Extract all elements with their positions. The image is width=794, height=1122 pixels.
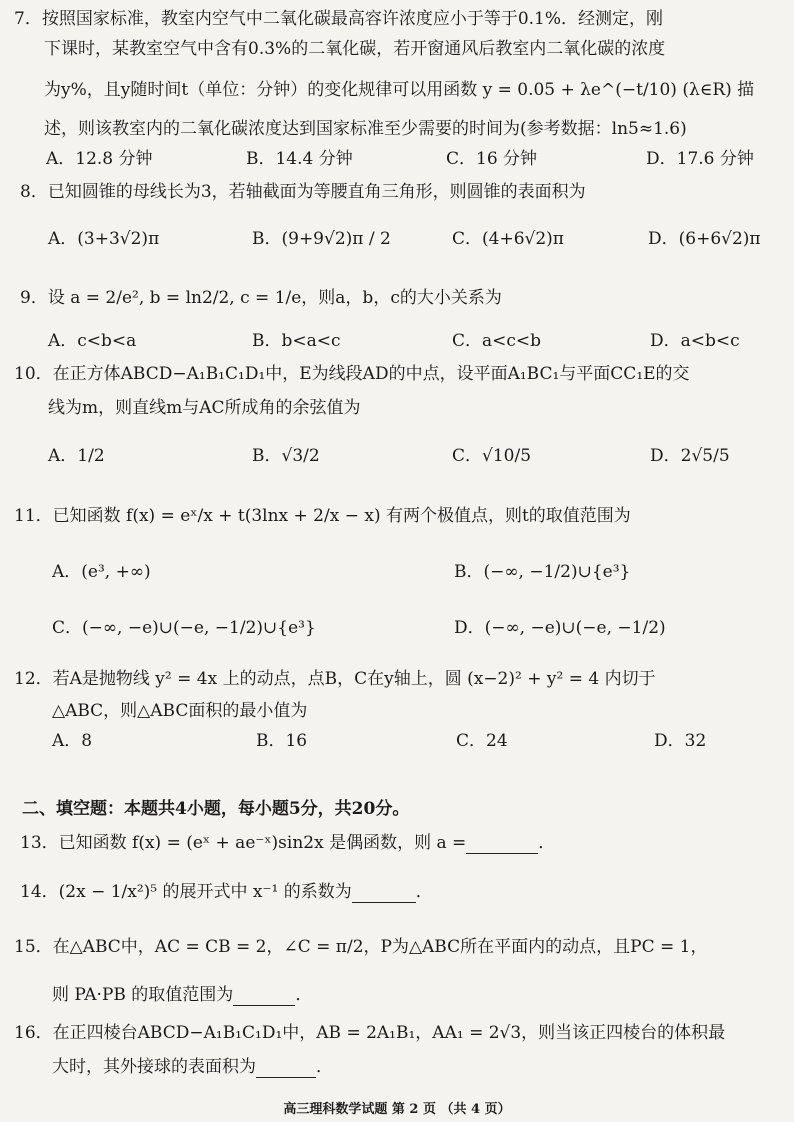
q15-line2 bbox=[52, 984, 312, 1006]
q11-option-a: A．(e³, +∞) bbox=[52, 562, 151, 582]
q8-option-b: B．(9+9√2)π / 2 bbox=[252, 229, 391, 249]
q10-line2: 线为m，则直线m与AC所成角的余弦值为 bbox=[48, 398, 361, 418]
q11-option-b: B．(−∞, −1/2)∪{e³} bbox=[454, 562, 631, 582]
q16-line1: 16．在正四棱台ABCD−A₁B₁C₁D₁中，AB = 2A₁B₁，AA₁ = 2√3，则当该正四棱台的体积最 bbox=[14, 1023, 726, 1043]
q12-option-a: A．8 bbox=[52, 731, 93, 751]
q15-line1: 15．在△ABC中，AC = CB = 2，∠C = π/2，P为△ABC所在平面内的动点，且PC = 1， bbox=[14, 937, 708, 957]
q8-option-a: A．(3+3√2)π bbox=[48, 229, 160, 249]
q13-text: 13．已知函数 f(x) = (eˣ + ae⁻ˣ)sin2x 是偶函数，则 a = bbox=[20, 833, 467, 853]
q8-option-c: C．(4+6√2)π bbox=[452, 229, 564, 249]
q10-option-d: D．2√5/5 bbox=[650, 446, 730, 466]
q10-option-b: B．√3/2 bbox=[252, 446, 320, 466]
q9-option-a: A．c<b<a bbox=[48, 331, 137, 351]
q15-period: ． bbox=[295, 985, 313, 1005]
q7-line3: 为y%，且y随时间t（单位：分钟）的变化规律可以用函数 y = 0.05 + λe^(−t/10) (λ∈R) 描 bbox=[44, 80, 755, 100]
q9-line1: 9．设 a = 2/e², b = ln2/2, c = 1/e，则a，b，c的大小关系为 bbox=[20, 288, 502, 308]
q11-line1: 11．已知函数 f(x) = eˣ/x + t(3lnx + 2/x − x) 有两个极值点，则t的取值范围为 bbox=[14, 506, 631, 526]
q8-line1: 8．已知圆锥的母线长为3，若轴截面为等腰直角三角形，则圆锥的表面积为 bbox=[20, 182, 586, 202]
q12-option-b: B．16 bbox=[256, 731, 308, 751]
q15-answer-blank[interactable] bbox=[233, 989, 295, 1006]
q9-option-b: B．b<a<c bbox=[252, 331, 341, 351]
q13-period: ． bbox=[538, 833, 556, 853]
q10-option-c: C．√10/5 bbox=[452, 446, 532, 466]
q10-option-a: A．1/2 bbox=[48, 446, 105, 466]
q7-option-d: D．17.6 分钟 bbox=[646, 149, 754, 169]
q13-answer-blank[interactable] bbox=[466, 837, 538, 854]
q12-option-d: D．32 bbox=[654, 731, 707, 751]
q9-option-c: C．a<c<b bbox=[452, 331, 542, 351]
q9-option-d: D．a<b<c bbox=[650, 331, 740, 351]
q16-period: ． bbox=[316, 1057, 333, 1077]
q7-option-c: C．16 分钟 bbox=[446, 149, 538, 169]
q14-answer-blank[interactable] bbox=[352, 886, 416, 903]
q12-option-c: C．24 bbox=[456, 731, 508, 751]
q15-text: 则 PA·PB 的取值范围为 bbox=[52, 985, 234, 1005]
q8-option-d: D．(6+6√2)π bbox=[648, 229, 761, 249]
q11-option-c: C．(−∞, −e)∪(−e, −1/2)∪{e³} bbox=[52, 618, 316, 638]
q16-answer-blank[interactable] bbox=[256, 1061, 316, 1078]
page-footer: 高三理科数学试题 第 2 页 （共 4 页） bbox=[283, 1102, 511, 1117]
q10-line1: 10．在正方体ABCD−A₁B₁C₁D₁中，E为线段AD的中点，设平面A₁BC₁与平面CC₁E的交 bbox=[14, 364, 690, 384]
q7-option-a: A．12.8 分钟 bbox=[46, 149, 153, 169]
q7-line2: 下课时，某教室空气中含有0.3%的二氧化碳，若开窗通风后教室内二氧化碳的浓度 bbox=[44, 39, 666, 59]
section-fill-in-heading: 二、填空题：本题共4小题，每小题5分，共20分。 bbox=[22, 799, 410, 819]
q7-line4: 述，则该教室内的二氧化碳浓度达到国家标准至少需要的时间为(参考数据：ln5≈1.6) bbox=[44, 119, 687, 139]
q16-text: 大时，其外接球的表面积为 bbox=[52, 1057, 256, 1077]
q14-period: ． bbox=[415, 882, 433, 902]
q11-option-d: D．(−∞, −e)∪(−e, −1/2) bbox=[454, 618, 666, 638]
q16-line2 bbox=[52, 1056, 333, 1078]
q12-line2: △ABC，则△ABC面积的最小值为 bbox=[52, 701, 308, 721]
q13-line bbox=[20, 832, 555, 854]
q7-option-b: B．14.4 分钟 bbox=[246, 149, 353, 169]
q14-line bbox=[20, 881, 433, 903]
q7-line1: 7．按照国家标准，教室内空气中二氧化碳最高容许浓度应小于等于0.1%．经测定，刚 bbox=[14, 9, 664, 29]
q14-text: 14．(2x − 1/x²)⁵ 的展开式中 x⁻¹ 的系数为 bbox=[20, 882, 352, 902]
q12-line1: 12．若A是抛物线 y² = 4x 上的动点，点B，C在y轴上，圆 (x−2)² + y² = 4 内切于 bbox=[14, 669, 656, 689]
